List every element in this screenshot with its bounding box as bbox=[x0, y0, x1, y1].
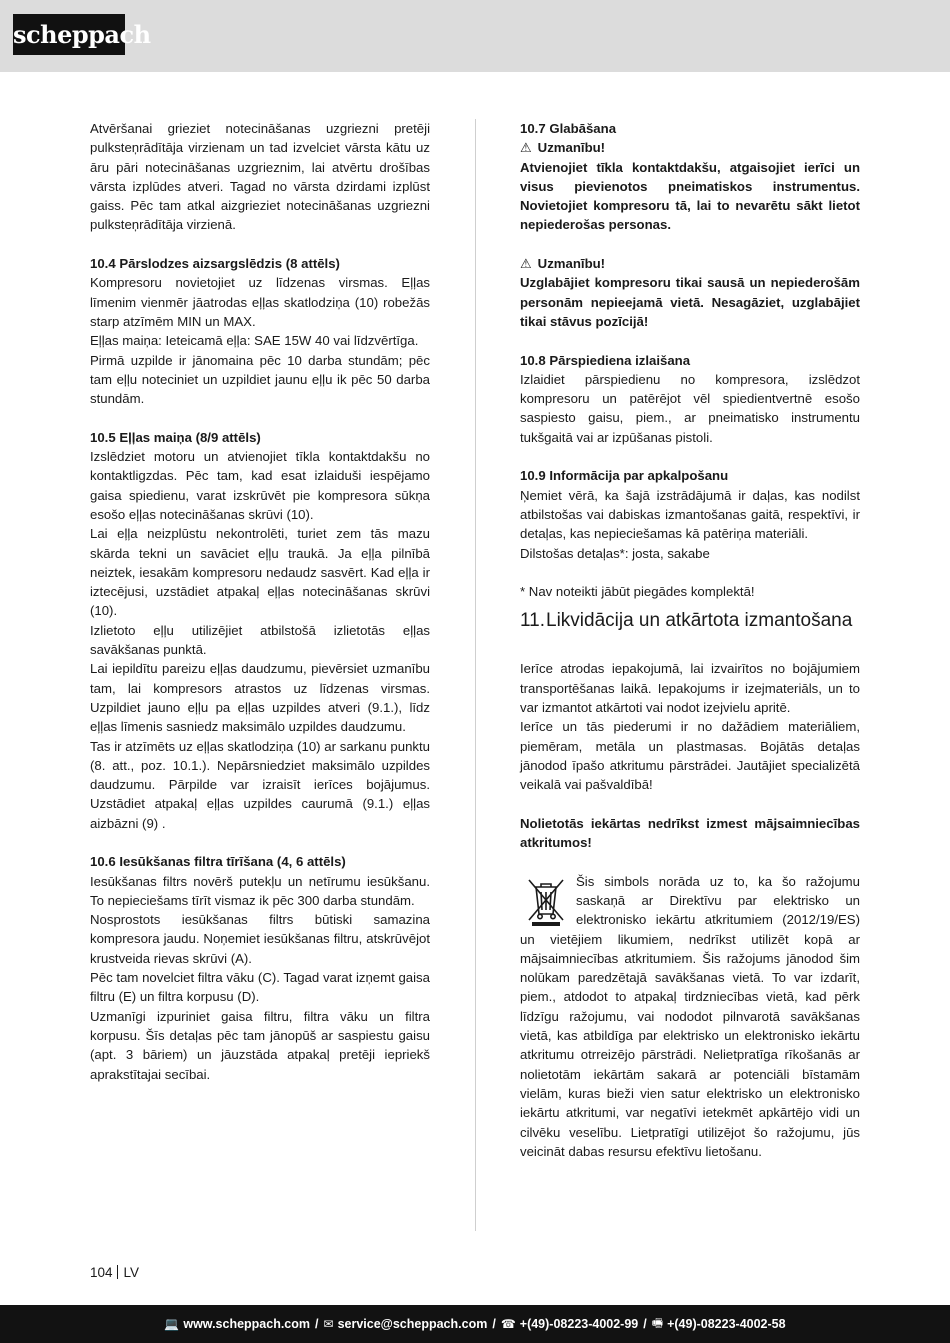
warning-text-2: Uzglabājiet kompresoru tikai sausā un nepiederošām personām nepieejamā vietā. Nesagāziet, uzglabājiet tikai stāvus pozīcijā! bbox=[520, 275, 860, 329]
section-10-9-heading: 10.9 Informācija par apkalpošanu bbox=[520, 468, 729, 484]
chapter-number: 11. bbox=[520, 610, 546, 632]
section-10-6-paragraph-3: Pēc tam novelciet filtra vāku (C). Tagad varat izņemt gaisa filtru (E) un filtra korpusu (D). bbox=[90, 970, 430, 1005]
contact-footer: 💻 www.scheppach.com / ✉ service@scheppach.com / ☎ +(49)-08223-4002-99 / 🖷 +(49)-08223-4002-58 bbox=[0, 1305, 950, 1343]
section-10-7-heading: 10.7 Glabāšana bbox=[520, 121, 617, 136]
footer-fax: +(49)-08223-4002-58 bbox=[667, 1317, 786, 1331]
footer-separator bbox=[117, 1265, 118, 1279]
chapter-11-paragraph-2: Ierīce un tās piederumi ir no dažādiem materiāliem, piemēram, metāla un plastmasas. Bojātās detaļas jānodod īpašo atkritumu pārstrādei. Jautājiet specializētā veikalā vai pašvaldībā! bbox=[520, 719, 860, 793]
section-10-9-paragraph-1: Ņemiet vērā, ka šajā izstrādājumā ir daļas, kas nodilst atbilstošas vai dabiskas izmantošanas gaitā, respektīvi, ir detaļas, kas nepieciešamas kā patēriņa materiāli. bbox=[520, 487, 860, 542]
section-10-9-note: * Nav noteikti jābūt piegādes komplektā! bbox=[520, 584, 755, 600]
section-10-4-paragraph-1: Kompresoru novietojiet uz līdzenas virsmas. Eļļas līmenim vienmēr jāatrodas eļļas skatlodziņa (10) robežās starp atzīmēm MIN un MAX. bbox=[90, 275, 430, 329]
chapter-11-heading bbox=[520, 611, 860, 631]
section-10-8-paragraph: Izlaidiet pārspiedienu no kompresora, izslēdzot kompresoru un patērējot vēl spiedientvertnē esošo saspiesto gaisu, piem., ar pneimatisko instrumentu tukšgaitā vai ar izpūšanas pistoli. bbox=[520, 371, 860, 445]
warning-label-text: Uzmanību! bbox=[537, 256, 606, 272]
weee-explanation: Šis simbols norāda uz to, ka šo ražojumu saskaņā ar Direktīvu par elektrisko un elektronisko iekārtu atkritumiem (2012/19/ES) un vietējiem likumiem, nedrīkst utilizēt kopā ar mājsaimniecības atkritumiem. Šis ražojums jānodod šim nolūkam paredzētajā savākšanas vietā. To var izdarīt, piem., atdodot to atpakaļ tirdzniecības vietā, kad pērk līdzīgu ražojumu, vai nododot pilnvarotā savākšanas vietā, kas atbildīga par elektrisko un elektronisko iekārtu atkritumu otrreizējo pārstrādi. Nelietpratīga rīkošanās ar nolietotām iekārtām sakarā ar potenciāli bīstamām vielām, kuras bieži vien satur elektrisko un elektronisko iekārtu atkritumi, var negatīvi ietekmēt apkārtējo vidi un cilvēku veselību. Lietpratīgi utilizējot šo ražojumu, jūs veicināt dabas resursu efektīvu lietošanu. bbox=[520, 873, 860, 1159]
section-10-5-paragraph-1: Izslēdziet motoru un atvienojiet tīkla kontaktdakšu no kontaktligzdas. Pēc tam, kad esat izlaiduši iespējamo gaisa spiedienu, varat izskrūvēt pie kompresora sūkņa esošo eļļas notecināšanas skrūvi (10). bbox=[90, 449, 430, 522]
chapter-title: Likvidācija un atkārtota izmantošana bbox=[546, 610, 853, 632]
brand-logo: scheppach bbox=[13, 14, 125, 55]
page-header bbox=[0, 0, 950, 72]
section-10-6-heading: 10.6 Iesūkšanas filtra tīrīšana (4, 6 attēls) bbox=[90, 854, 346, 870]
section-10-4-paragraph-2: Eļļas maiņa: Ieteicamā eļļa: SAE 15W 40 vai līdzvērtīga. bbox=[90, 333, 419, 349]
left-column bbox=[90, 119, 430, 1084]
section-10-8-heading: 10.8 Pārspiediena izlaišana bbox=[520, 352, 691, 368]
section-10-6-paragraph-4: Uzmanīgi izpuriniet gaisa filtru, filtra vāku un filtra korpusu. Šīs detaļas pēc tam jānopūš ar saspiestu gaisu (apt. 3 bāriem) un jāuzstāda atpakaļ pretēji iepriekš aprakstītajai secībai. bbox=[90, 1008, 430, 1082]
section-10-4-heading: 10.4 Pārslodzes aizsargslēdzis (8 attēls) bbox=[90, 256, 340, 272]
right-column bbox=[520, 119, 860, 1161]
section-10-5-paragraph-3: Izlietoto eļļu utilizējiet atbilstošā izlietotās eļļas savākšanas punktā. bbox=[90, 622, 430, 658]
warning-text-1: Atvienojiet tīkla kontaktdakšu, atgaisojiet ierīci un visus pievienotos pneimatiskos instrumentus. Novietojiet kompresoru tā, lai to nevarētu sākt lietot nepiederošas personas. bbox=[520, 159, 860, 233]
envelope-icon: ✉ bbox=[323, 1317, 334, 1331]
column-divider bbox=[475, 119, 476, 1231]
section-10-6-paragraph-2: Nosprostots iesūkšanas filtrs būtiski samazina kompresora jaudu. Noņemiet iesūkšanas filtru, atskrūvējot krustveida rievas skrūvi (A). bbox=[90, 912, 430, 966]
page-number: 104 bbox=[90, 1265, 113, 1280]
phone-icon: ☎ bbox=[500, 1317, 516, 1331]
warning-label-1 bbox=[520, 138, 860, 157]
footer-phone: +(49)-08223-4002-99 bbox=[519, 1317, 639, 1331]
page-language: LV bbox=[123, 1265, 140, 1280]
fax-icon: 🖷 bbox=[651, 1315, 664, 1330]
section-10-9-paragraph-2: Dilstošas detaļas*: josta, sakabe bbox=[520, 545, 710, 561]
section-10-5-heading: 10.5 Eļļas maiņa (8/9 attēls) bbox=[90, 429, 261, 445]
section-10-5-paragraph-4: Lai iepildītu pareizu eļļas daudzumu, pievērsiet uzmanību tam, lai kompresors atrastos uz līdzenas virsmas. Uzpildiet jauno eļļu pa eļļas uzpildes atveri (9.1.), līdz eļļas līmenis sasniedz maksimālo uzpildes daudzumu. bbox=[90, 661, 430, 735]
footer-email-link[interactable]: service@scheppach.com bbox=[337, 1317, 488, 1331]
warning-label-2 bbox=[520, 254, 860, 273]
intro-paragraph: Atvēršanai grieziet notecināšanas uzgriezni pretēji pulksteņrādītāja virzienam un tad izvelciet vārsta kātu uz āru pāri notecināšanas uzgrieznim, lai atvērtu drošības vārsta izplūdes atveri. Tagad no vārsta dzirdami izplūst gaiss. Pēc tam atkal aizgrieziet notecināšanas uzgriezni pulksteņrādītāja virzienā. bbox=[90, 121, 430, 233]
warning-triangle-icon: ⚠ bbox=[520, 256, 532, 272]
section-10-5-paragraph-5: Tas ir atzīmēts uz eļļas skatlodziņa (10) ar sarkanu punktu (8. att., poz. 10.1.). Nepārsniedziet maksimālo uzpildes daudzumu. Pārpilde var izraisīt ierīces bojājumus. Uzstādiet atpakaļ eļļas uzpildes caurumā (9.1.) eļļas aizbāzni (9) . bbox=[90, 738, 430, 831]
page-footer-number bbox=[90, 1265, 139, 1280]
section-10-6-paragraph-1: Iesūkšanas filtrs novērš putekļu un netīrumu iesūkšanu. To nepieciešams tīrīt vismaz ik pēc 300 darba stundām. bbox=[90, 873, 430, 908]
weee-block bbox=[520, 872, 860, 1161]
computer-icon: 💻 bbox=[164, 1317, 180, 1331]
crossed-out-wheelie-bin-icon bbox=[526, 876, 566, 928]
warning-triangle-icon: ⚠ bbox=[520, 140, 532, 156]
section-10-4-paragraph-3: Pirmā uzpilde ir jānomaina pēc 10 darba stundām; pēc tam eļļu noteciniet un uzpildiet jaunu eļļu ik pēc 50 darba stundām. bbox=[90, 352, 430, 407]
disposal-warning: Nolietotās iekārtas nedrīkst izmest mājsaimniecības atkritumos! bbox=[520, 815, 860, 851]
footer-website-link[interactable]: www.scheppach.com bbox=[183, 1317, 311, 1331]
warning-label-text: Uzmanību! bbox=[537, 140, 606, 156]
chapter-11-paragraph-1: Ierīce atrodas iepakojumā, lai izvairītos no bojājumiem transportēšanas laikā. Iepakojums ir izejmateriāls, un to var izmantot atkārtoti vai nodot izejvielu apritē. bbox=[520, 661, 860, 716]
section-10-5-paragraph-2: Lai eļļa neizplūstu nekontrolēti, turiet zem tās mazu skārda tekni un savāciet eļļu traukā. Ja eļļa pilnībā neiztek, iesakām kompresoru nedaudz sasvērt. Kad eļļa ir iztecējusi, uzstādiet atpakaļ eļļas notecināšanas skrūvi (10). bbox=[90, 526, 430, 619]
